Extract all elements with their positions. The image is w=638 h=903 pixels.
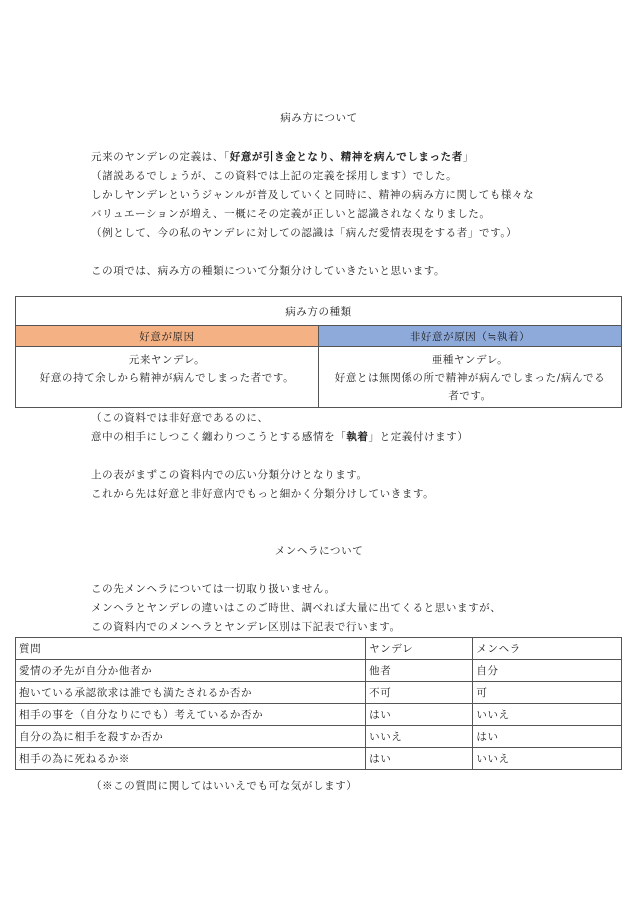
after-table-line-1: （この資料では非好意であるのに、 <box>91 412 269 424</box>
intro-line-1-pre: 元来のヤンデレの定義は、「 <box>91 151 230 163</box>
types-table-right-head: 非好意が原因（≒執着） <box>319 326 622 347</box>
types-table <box>15 296 622 408</box>
row-yandere: はい <box>366 748 473 770</box>
menhera-line-2: メンヘラとヤンデレの違いはこのご時世、調べれば大量に出てくると思いますが、 <box>91 602 502 614</box>
compare-table <box>15 637 622 770</box>
table-row <box>16 660 622 682</box>
right-body-line-3: 者です。 <box>448 390 492 402</box>
intro-line-3: しかしヤンデレというジャンルが普及していくと同時に、精神の病み方に関しても様々な <box>91 189 535 201</box>
after-table-line-2-pre: 意中の相手にしつこく纏わりつこうとする感情を「 <box>91 431 347 443</box>
intro-line-2: （諸説あるでしょうが、この資料では上記の定義を採用します）でした。 <box>91 170 458 182</box>
shuchaku-bold: 執着 <box>346 431 369 443</box>
compare-header-menhera: メンヘラ <box>473 638 622 660</box>
section-title-menhera: メンヘラについて <box>274 545 364 557</box>
table-row <box>16 682 622 704</box>
row-menhera: 自分 <box>473 660 622 682</box>
types-table-header: 病み方の種類 <box>16 297 622 326</box>
row-yandere: 不可 <box>366 682 473 704</box>
intro-line-4: バリュエーションが増え、一概にその定義が正しいと認識されなくなりました。 <box>91 208 491 220</box>
types-table-left-head: 好意が原因 <box>16 326 319 347</box>
row-menhera: はい <box>473 726 622 748</box>
left-body-line-2: 好意の持て余しから精神が病んでしまった者です。 <box>39 372 295 384</box>
compare-header-question: 質問 <box>16 638 366 660</box>
compare-header-yandere: ヤンデレ <box>366 638 473 660</box>
row-question: 相手の為に死ねるか※ <box>16 748 366 770</box>
intro-line-1 <box>91 150 474 164</box>
after-table-line-2-post: 」と定義付けます） <box>368 431 469 443</box>
row-yandere: いいえ <box>366 726 473 748</box>
after-table-line-3: 上の表がまずこの資料内での広い分類分けとなります。 <box>91 469 368 481</box>
row-yandere: 他者 <box>366 660 473 682</box>
after-table-line-2 <box>91 430 468 444</box>
table-row <box>16 704 622 726</box>
section-title-yamikata: 病み方について <box>280 112 358 124</box>
table-row <box>16 748 622 770</box>
intro-line-5: （例として、今の私のヤンデレに対しての認識は「病んだ愛情表現をする者」です。） <box>91 227 518 239</box>
right-body-line-1: 亜種ヤンデレ。 <box>431 354 509 366</box>
row-menhera: 可 <box>473 682 622 704</box>
intro-definition-bold: 好意が引き金となり、精神を病んでしまった者 <box>229 151 463 163</box>
types-table-right-body <box>319 347 622 408</box>
row-menhera: いいえ <box>473 704 622 726</box>
row-question: 自分の為に相手を殺すか否か <box>16 726 366 748</box>
intro-line-6: この項では、病み方の種類について分類分けしていきたいと思います。 <box>91 265 446 277</box>
row-yandere: はい <box>366 704 473 726</box>
menhera-line-1: この先メンヘラについては一切取り扱いません。 <box>91 583 336 595</box>
row-question: 相手の事を（自分なりにでも）考えているか否か <box>16 704 366 726</box>
compare-table-header-row <box>16 638 622 660</box>
row-question: 抱いている承認欲求は誰でも満たされるか否か <box>16 682 366 704</box>
types-table-left-body <box>16 347 319 408</box>
row-menhera: いいえ <box>473 748 622 770</box>
row-question: 愛情の矛先が自分か他者か <box>16 660 366 682</box>
table-row <box>16 726 622 748</box>
footnote: （※この質問に関してはいいえでも可な気がします） <box>91 780 358 792</box>
left-body-line-1: 元来ヤンデレ。 <box>128 354 206 366</box>
intro-line-1-post: 」 <box>462 151 474 163</box>
right-body-line-2: 好意とは無関係の所で精神が病んでしまった/病んでる <box>334 372 606 384</box>
menhera-line-3: この資料内でのメンヘラとヤンデレ区別は下記表で行います。 <box>91 621 401 633</box>
after-table-line-4: これから先は好意と非好意内でもっと細かく分類分けしていきます。 <box>91 488 435 500</box>
